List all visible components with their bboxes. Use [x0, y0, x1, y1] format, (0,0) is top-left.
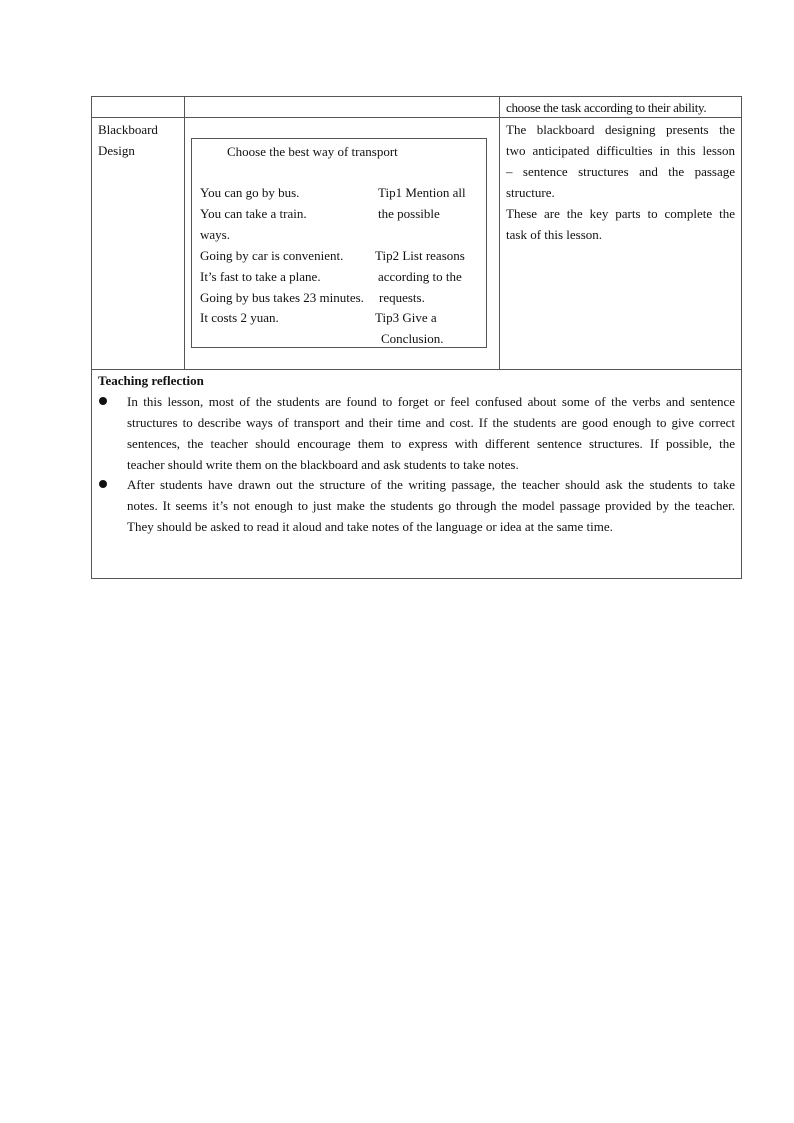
board-tip-line: Tip2 List reasons [375, 248, 465, 263]
board-title: Choose the best way of transport [227, 144, 398, 159]
board-left-line: It’s fast to take a plane. [200, 269, 321, 284]
board-left-line: ways. [200, 227, 230, 242]
board-tip-line: Conclusion. [381, 331, 444, 346]
blackboard-explanation-line: – sentence structures and the passage [506, 164, 735, 179]
reflection-bullet2-line: notes. It seems it’s not enough to just make the students go through the model passage provided by the teacher. [127, 498, 735, 513]
blackboard-explanation-line: task of this lesson. [506, 227, 603, 242]
reflection-bullet1-line: teacher should write them on the blackboard and ask students to take notes. [127, 457, 519, 472]
reflection-bullet1-line: structures to describe ways of transport and their time and cost. If the students are good enough to give correct [127, 415, 735, 430]
bullet-dot [99, 397, 107, 405]
blackboard-explanation-line: The blackboard designing presents the [506, 122, 735, 137]
board-tip-line: Tip1 Mention all [378, 185, 466, 200]
reflection-bullet2-line: After students have drawn out the structure of the writing passage, the teacher should ask the students to take [127, 477, 735, 492]
col-divider-1 [184, 96, 185, 370]
board-tip-line: requests. [379, 290, 425, 305]
blackboard-explanation-line: structure. [506, 185, 555, 200]
reflection-bullet1-line: In this lesson, most of the students are found to forget or feel confused about some of the verbs and sentence [127, 394, 735, 409]
row1-col3-text: choose the task according to their ability. [506, 100, 707, 115]
board-left-line: Going by bus takes 23 minutes. [200, 290, 364, 305]
blackboard-explanation-line: two anticipated difficulties in this lesson [506, 143, 735, 158]
col-divider-2 [499, 96, 500, 370]
board-left-line: It costs 2 yuan. [200, 310, 279, 325]
board-tip-line: the possible [378, 206, 440, 221]
bullet-dot [99, 480, 107, 488]
board-left-line: Going by car is convenient. [200, 248, 344, 263]
reflection-bullet1-line: sentences, the teacher should encourage them to express with different sentence structures. If possible, the [127, 436, 735, 451]
blackboard-label-line2: Design [98, 143, 135, 158]
blackboard-label-line1: Blackboard [98, 122, 158, 137]
board-tip-line: according to the [378, 269, 462, 284]
board-left-line: You can take a train. [200, 206, 307, 221]
board-left-line: You can go by bus. [200, 185, 300, 200]
reflection-bullet2-line: They should be asked to read it aloud and take notes of the language or idea at the same time. [127, 519, 613, 534]
reflection-heading: Teaching reflection [98, 373, 204, 388]
blackboard-explanation-line: These are the key parts to complete the [506, 206, 735, 221]
board-tip-line: Tip3 Give a [375, 310, 437, 325]
